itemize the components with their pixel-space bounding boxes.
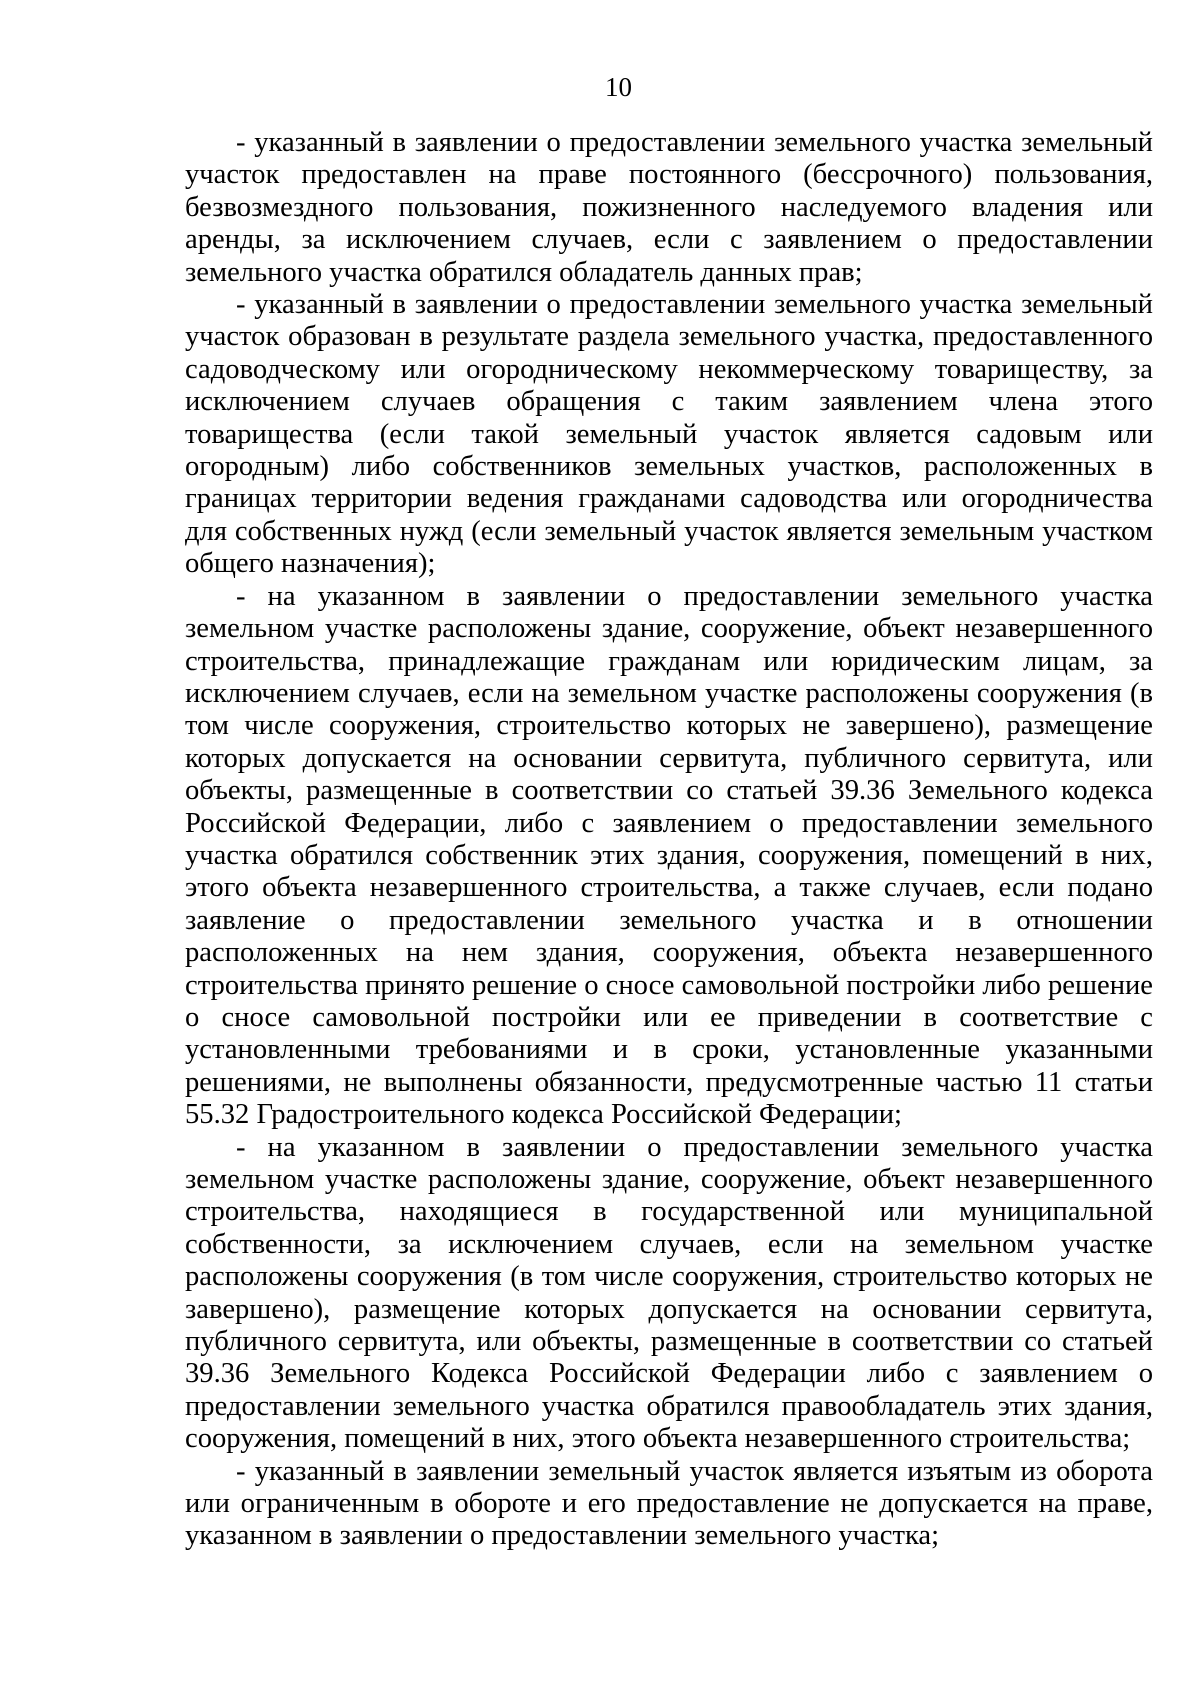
paragraph-4: - на указанном в заявлении о предоставлении земельного участка земельном участке расположены здание, сооружение, объект незавершенного строительства, находящиеся в государственной или муниципальной собственности, за исключением случаев, если на земельном участке расположены сооружения (в том числе сооружения, строительство которых не завершено), размещение которых допускается на основании сервитута, публичного сервитута, или объекты, размещенные в соответствии со статьей 39.36 Земельного Кодекса Российской Федерации либо с заявлением о предоставлении земельного участка обратился правообладатель этих здания, сооружения, помещений в них, этого объекта незавершенного строительства; (185, 1131, 1153, 1455)
paragraph-5: - указанный в заявлении земельный участок является изъятым из оборота или ограниченным в обороте и его предоставление не допускается на праве, указанном в заявлении о предоставлении земельного участка; (185, 1455, 1153, 1552)
paragraph-2: - указанный в заявлении о предоставлении земельного участка земельный участок образован в результате раздела земельного участка, предоставленного садоводческому или огородническому некоммерческому товариществу, за исключением случаев обращения с таким заявлением члена этого товарищества (если такой земельный участок является садовым или огородным) либо собственников земельных участков, расположенных в границах территории ведения гражданами садоводства или огородничества для собственных нужд (если земельный участок является земельным участком общего назначения); (185, 289, 1153, 580)
paragraph-3: - на указанном в заявлении о предоставлении земельного участка земельном участке расположены здание, сооружение, объект незавершенного строительства, принадлежащие гражданам или юридическим лицам, за исключением случаев, если на земельном участке расположены сооружения (в том числе сооружения, строительство которых не завершено), размещение которых допускается на основании сервитута, публичного сервитута, или объекты, размещенные в соответствии со статьей 39.36 Земельного кодекса Российской Федерации, либо с заявлением о предоставлении земельного участка обратился собственник этих здания, сооружения, помещений в них, этого объекта незавершенного строительства, а также случаев, если подано заявление о предоставлении земельного участка и в отношении расположенных на нем здания, сооружения, объекта незавершенного строительства принято решение о сносе самовольной постройки либо решение о сносе самовольной постройки или ее приведении в соответствие с установленными требованиями и в сроки, установленные указанными решениями, не выполнены обязанности, предусмотренные частью 11 статьи 55.32 Градостроительного кодекса Российской Федерации; (185, 580, 1153, 1131)
paragraph-1: - указанный в заявлении о предоставлении земельного участка земельный участок предоставлен на праве постоянного (бессрочного) пользования, безвозмездного пользования, пожизненного наследуемого владения или аренды, за исключением случаев, если с заявлением о предоставлении земельного участка обратился обладатель данных прав; (185, 127, 1153, 288)
document-body (185, 127, 1153, 1553)
page-number: 10 (605, 72, 632, 102)
